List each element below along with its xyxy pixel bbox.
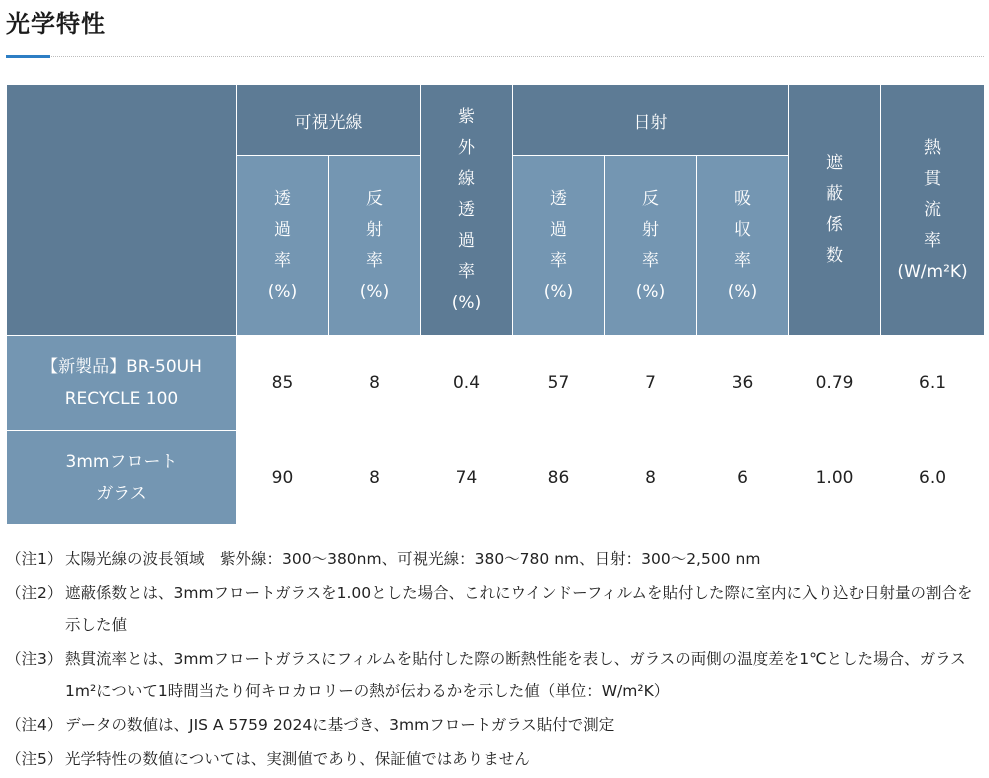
table-row xyxy=(7,336,985,431)
note-4: （注4） データの数値は、JIS A 5759 2024に基づき、3mmフロートガラス貼付で測定 xyxy=(6,716,615,734)
table-cell: 1.00 xyxy=(789,431,881,525)
header-uv-label: 紫外線透過率 xyxy=(457,106,475,282)
table-cell: 0.4 xyxy=(421,336,513,431)
table-cell: 8 xyxy=(329,431,421,525)
header-uv-transmittance xyxy=(421,85,513,336)
note-1: （注1） 太陽光線の波長領域 紫外線：300～380nm、可視光線：380～780 nm、日射：300～2,500 nm xyxy=(6,550,761,568)
page-title: 光学特性 xyxy=(6,10,106,38)
table-cell: 6 xyxy=(697,431,789,525)
header-shading-label: 遮蔽係数 xyxy=(826,153,844,266)
header-uv-unit: (%) xyxy=(451,292,482,313)
table-cell: 8 xyxy=(605,431,697,525)
note-5: （注5） 光学特性の数値については、実測値であり、保証値ではありません xyxy=(6,750,530,768)
table-row xyxy=(7,431,985,525)
header-solar-absorptance: 吸収率 (%) xyxy=(697,156,789,336)
title-accent-bar xyxy=(6,55,50,58)
table-cell: 90 xyxy=(237,431,329,525)
table-cell: 74 xyxy=(421,431,513,525)
table-cell: 7 xyxy=(605,336,697,431)
table-cell: 6.1 xyxy=(881,336,985,431)
table-cell: 6.0 xyxy=(881,431,985,525)
header-solar: 日射 xyxy=(513,85,789,156)
note-2: （注2） 遮蔽係数とは、3mmフロートガラスを1.00とした場合、これにウインドーフィルムを貼付した際に室内に入り込む日射量の割合を示した値 xyxy=(6,584,973,634)
header-shading-coefficient xyxy=(789,85,881,336)
header-visible-light: 可視光線 xyxy=(237,85,421,156)
table-cell: 36 xyxy=(697,336,789,431)
header-visible-transmittance: 透過率 (%) xyxy=(237,156,329,336)
header-heat-transmission xyxy=(881,85,985,336)
header-solar-transmittance: 透過率 (%) xyxy=(513,156,605,336)
table-cell: 0.79 xyxy=(789,336,881,431)
header-heat-label: 熱貫流率 xyxy=(924,137,942,251)
table-cell: 85 xyxy=(237,336,329,431)
note-3: （注3） 熱貫流率とは、3mmフロートガラスにフィルムを貼付した際の断熱性能を表し、ガラスの両側の温度差を1℃とした場合、ガラス1m²について1時間当たり何キロカロリーの熱が伝わるかを示した値（単位：W/m²K） xyxy=(6,650,966,700)
row-label: 3mmフロート ガラス xyxy=(7,431,237,525)
header-heat-unit: (W/m²K) xyxy=(897,261,968,282)
table-cell: 86 xyxy=(513,431,605,525)
header-visible-reflectance: 反射率 (%) xyxy=(329,156,421,336)
notes-list xyxy=(6,543,984,777)
header-solar-reflectance: 反射率 (%) xyxy=(605,156,697,336)
title-divider xyxy=(6,56,984,57)
optical-properties-table xyxy=(6,84,985,525)
row-label: 【新製品】BR-50UH RECYCLE 100 xyxy=(7,336,237,431)
header-corner xyxy=(7,85,237,336)
table-cell: 57 xyxy=(513,336,605,431)
table-cell: 8 xyxy=(329,336,421,431)
